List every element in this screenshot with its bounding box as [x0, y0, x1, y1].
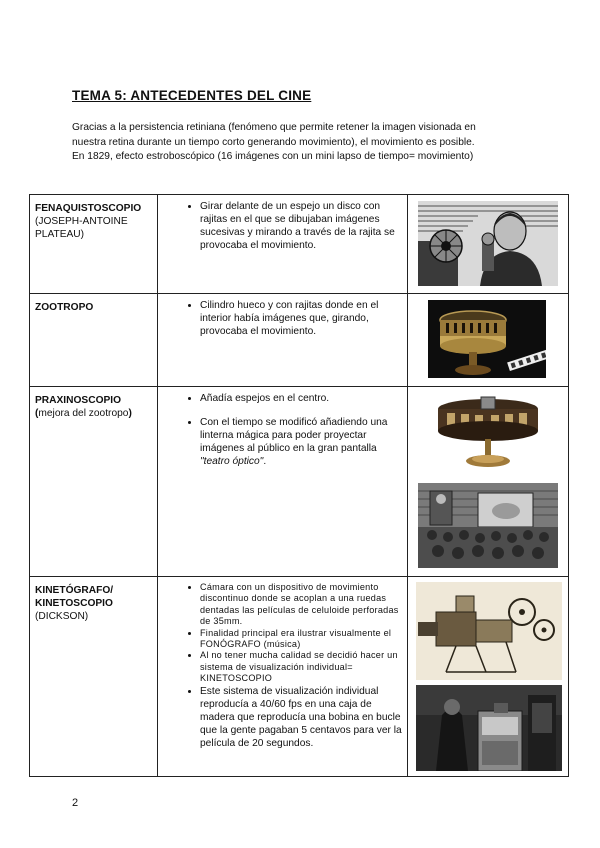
devices-table: [29, 194, 569, 777]
optical-theatre-engraving-image: [418, 483, 558, 568]
paren-close: ): [128, 408, 132, 419]
device-image-cell: [408, 195, 569, 294]
device-description-cell: [158, 195, 408, 294]
paren-open: (: [35, 408, 39, 419]
description-bullet: • Añadía espejos en el centro.: [200, 392, 403, 405]
description-bullet: • Girar delante de un espejo un disco con rajitas en el que se dibujaban imágenes sucesivas y mirando a través de la rajita se provocaba el movimiento.: [200, 200, 403, 252]
device-name: KINETÓGRAFO/: [35, 585, 114, 596]
zoetrope-photo-image: [428, 300, 546, 378]
bullet-text-end: .: [263, 456, 267, 467]
intro-line: nuestra retina durante un tiempo corto generando movimiento), el movimiento es posible.: [72, 136, 475, 148]
device-description-cell: [158, 294, 408, 387]
description-bullet: • Al no tener mucha calidad se decidió hacer un sistema de visualización individual= KINETOSCOPIO: [200, 650, 403, 684]
page-title: TEMA 5: ANTECEDENTES DEL CINE: [72, 88, 312, 103]
device-description-cell: [158, 577, 408, 777]
device-name: ZOOTROPO: [35, 302, 94, 313]
kinetoscope-photo-image: [416, 685, 562, 771]
intro-line: En 1829, efecto estroboscópico (16 imágenes con un mini lapso de tiempo= movimiento): [72, 151, 474, 163]
description-bullet: [200, 416, 403, 468]
device-name-cell: [30, 577, 158, 777]
device-image-cell: [408, 387, 569, 577]
phenakistoscope-engraving-image: [418, 201, 558, 286]
intro-paragraph: [72, 121, 532, 165]
table-row: [30, 294, 569, 387]
page-number: 2: [72, 797, 79, 809]
description-bullet: • Finalidad principal era ilustrar visualmente el FONÓGRAFO (música): [200, 628, 403, 651]
device-note-text: mejora del zootropo: [38, 408, 129, 419]
bullet-text: Con el tiempo se modificó añadiendo una linterna mágica para poder proyectar imágenes al público en la gran pantalla: [200, 417, 388, 454]
device-inventor: (DICKSON): [35, 611, 89, 622]
device-name-cell: [30, 387, 158, 577]
device-name: KINETOSCOPIO: [35, 598, 113, 609]
device-inventor: (JOSEPH-ANTOINE: [35, 216, 128, 227]
device-name-cell: [30, 195, 158, 294]
device-note: [35, 407, 153, 420]
bullet-italic-text: "teatro óptico": [200, 456, 264, 467]
device-image-cell: [408, 294, 569, 387]
device-name: FENAQUISTOSCOPIO: [35, 203, 142, 214]
intro-line: Gracias a la persistencia retiniana (fenómeno que permite retener la imagen visionada en: [72, 122, 476, 133]
device-description-cell: [158, 387, 408, 577]
table-row: [30, 387, 569, 577]
description-bullet: • Este sistema de visualización individual reproducía a 40/60 fps en una caja de madera que reproducía una bobina en bucle que la gente pagaban 5 centavos para ver la película de 20 segundos.: [200, 685, 403, 750]
device-name: PRAXINOSCOPIO: [35, 395, 122, 406]
table-row: [30, 577, 569, 777]
praxinoscope-photo-image: [433, 393, 543, 473]
device-name-cell: [30, 294, 158, 387]
table-row: [30, 195, 569, 294]
description-bullet: • Cilindro hueco y con rajitas donde en el interior había imágenes que, girando, provocaba el movimiento.: [200, 299, 403, 338]
description-bullet: • Cámara con un dispositivo de movimiento discontinuo donde se acoplan a una ruedas dentadas las películas de celuloide perforadas de 35mm.: [200, 582, 403, 628]
kinetograph-engraving-image: [416, 582, 562, 680]
device-inventor: PLATEAU): [35, 229, 85, 240]
device-image-cell: [408, 577, 569, 777]
